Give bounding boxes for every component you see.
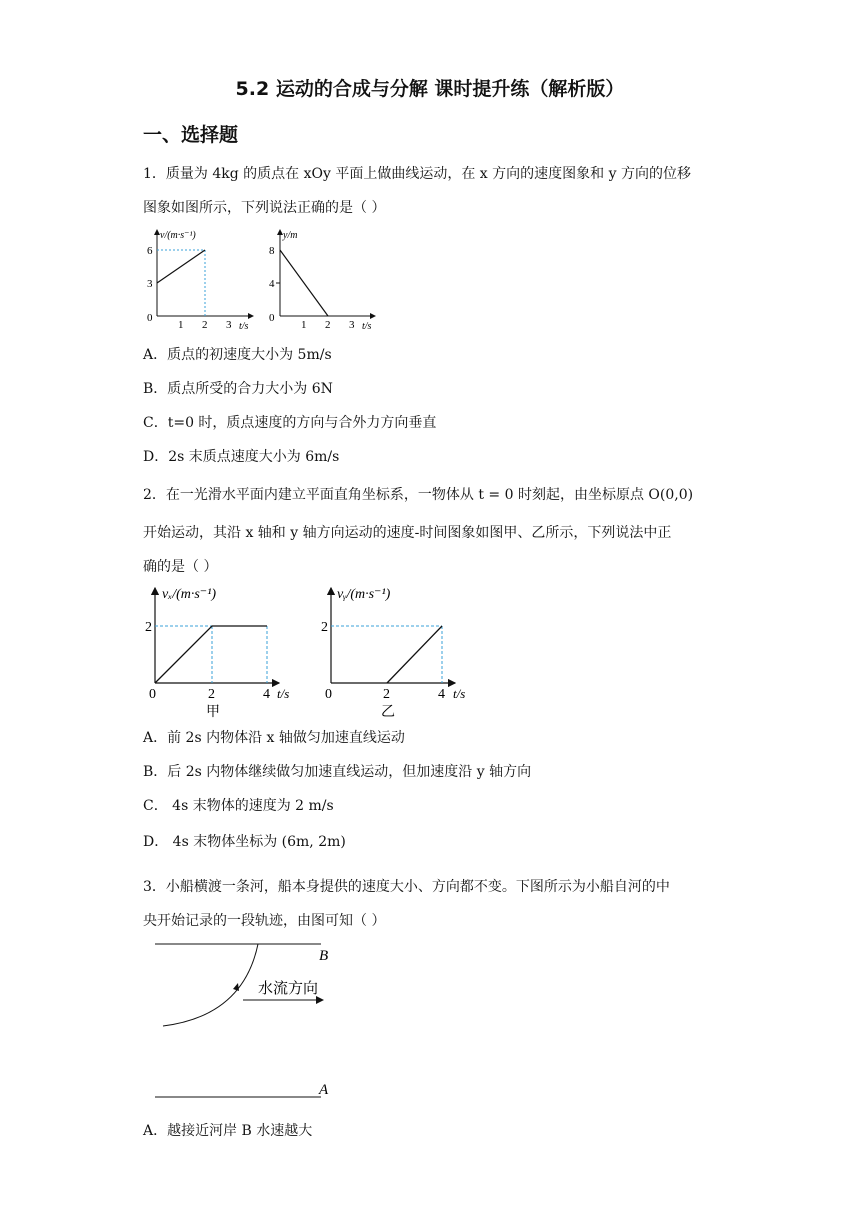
axis-label: t/s bbox=[277, 686, 290, 701]
q2-option-c: C． 4s 末物体的速度为 2 m/s bbox=[143, 798, 334, 814]
velocity-line bbox=[387, 626, 442, 683]
axis-label: y/m bbox=[283, 230, 298, 241]
tick-label: 4 bbox=[263, 687, 270, 702]
q2-option-d: D． 4s 末物体坐标为 (6m, 2m) bbox=[143, 834, 346, 850]
tick-label: 1 bbox=[178, 319, 184, 331]
q2-graph-yi bbox=[321, 587, 465, 720]
trajectory-arrow-icon bbox=[233, 983, 239, 991]
tick-label: 2 bbox=[383, 687, 390, 702]
graph-caption: 乙 bbox=[381, 705, 395, 720]
boat-trajectory bbox=[163, 944, 258, 1026]
tick-label: 2 bbox=[208, 687, 215, 702]
velocity-line bbox=[157, 250, 205, 283]
tick-label: 3 bbox=[226, 319, 232, 331]
tick-label: 4 bbox=[269, 278, 275, 290]
tick-label: 0 bbox=[149, 687, 156, 702]
graph-caption: 甲 bbox=[206, 705, 220, 720]
axis-label: vᵧ/(m·s⁻¹) bbox=[337, 587, 391, 602]
tick-label: 3 bbox=[349, 319, 355, 331]
q2-option-b: B．后 2s 内物体继续做匀加速直线运动，但加速度沿 y 轴方向 bbox=[143, 764, 532, 780]
q1-option-a: A．质点的初速度大小为 5m/s bbox=[143, 347, 332, 363]
q1-stem-line1: 1．质量为 4kg 的质点在 xOy 平面上做曲线运动，在 x 方向的速度图象和 y 方向的位移 bbox=[143, 166, 691, 182]
tick-label: 1 bbox=[301, 319, 307, 331]
q1-graphs bbox=[143, 224, 393, 334]
axis-label: t/s bbox=[239, 321, 249, 332]
axis-label: v/(m·s⁻¹) bbox=[160, 230, 196, 241]
q3-stem-line1: 3．小船横渡一条河，船本身提供的速度大小、方向都不变。下图所示为小船自河的中 bbox=[143, 879, 670, 895]
q3-stem-line2: 央开始记录的一段轨迹，由图可知（ ） bbox=[143, 913, 386, 929]
tick-label: 8 bbox=[269, 245, 275, 257]
q1-option-b: B．质点所受的合力大小为 6N bbox=[143, 381, 333, 397]
q2-stem-line3: 确的是（ ） bbox=[143, 559, 218, 575]
q1-option-c: C．t=0 时，质点速度的方向与合外力方向垂直 bbox=[143, 415, 437, 431]
q2-graph-jia bbox=[145, 587, 289, 720]
tick-label: 2 bbox=[202, 319, 208, 331]
page-title: 5.2 运动的合成与分解 课时提升练（解析版） bbox=[235, 78, 625, 100]
q2-stem-line1: 2．在一光滑水平面内建立平面直角坐标系，一物体从 t = 0 时刻起，由坐标原点 O(0,0) bbox=[143, 487, 694, 503]
tick-label: 2 bbox=[325, 319, 331, 331]
bank-a-label: A bbox=[319, 1082, 329, 1098]
tick-label: 2 bbox=[321, 620, 328, 635]
q1-velocity-graph bbox=[147, 230, 253, 332]
q2-option-a: A．前 2s 内物体沿 x 轴做匀加速直线运动 bbox=[143, 730, 405, 746]
tick-label: 0 bbox=[325, 687, 332, 702]
tick-label: 2 bbox=[145, 620, 152, 635]
bank-b-label: B bbox=[319, 948, 329, 964]
tick-label: 0 bbox=[269, 312, 275, 324]
tick-label: 6 bbox=[147, 245, 153, 257]
axis-label: vₓ/(m·s⁻¹) bbox=[162, 587, 217, 602]
velocity-line bbox=[155, 626, 267, 683]
q1-option-d: D．2s 末质点速度大小为 6m/s bbox=[143, 449, 340, 465]
axis-label: t/s bbox=[453, 686, 466, 701]
flow-label: 水流方向 bbox=[258, 981, 319, 997]
tick-label: 0 bbox=[147, 312, 153, 324]
tick-label: 3 bbox=[147, 278, 153, 290]
tick-label: 4 bbox=[438, 687, 445, 702]
q1-stem-line2: 图象如图所示，下列说法正确的是（ ） bbox=[143, 200, 386, 216]
q3-river-figure bbox=[143, 936, 343, 1106]
displacement-line bbox=[280, 250, 328, 316]
q2-graphs bbox=[143, 582, 483, 720]
q2-stem-line2: 开始运动，其沿 x 轴和 y 轴方向运动的速度-时间图象如图甲、乙所示，下列说法中正 bbox=[143, 525, 672, 541]
q3-option-a: A．越接近河岸 B 水速越大 bbox=[143, 1123, 313, 1139]
axis-label: t/s bbox=[362, 321, 372, 332]
q1-displacement-graph bbox=[269, 230, 375, 332]
section-heading: 一、选择题 bbox=[143, 124, 239, 146]
